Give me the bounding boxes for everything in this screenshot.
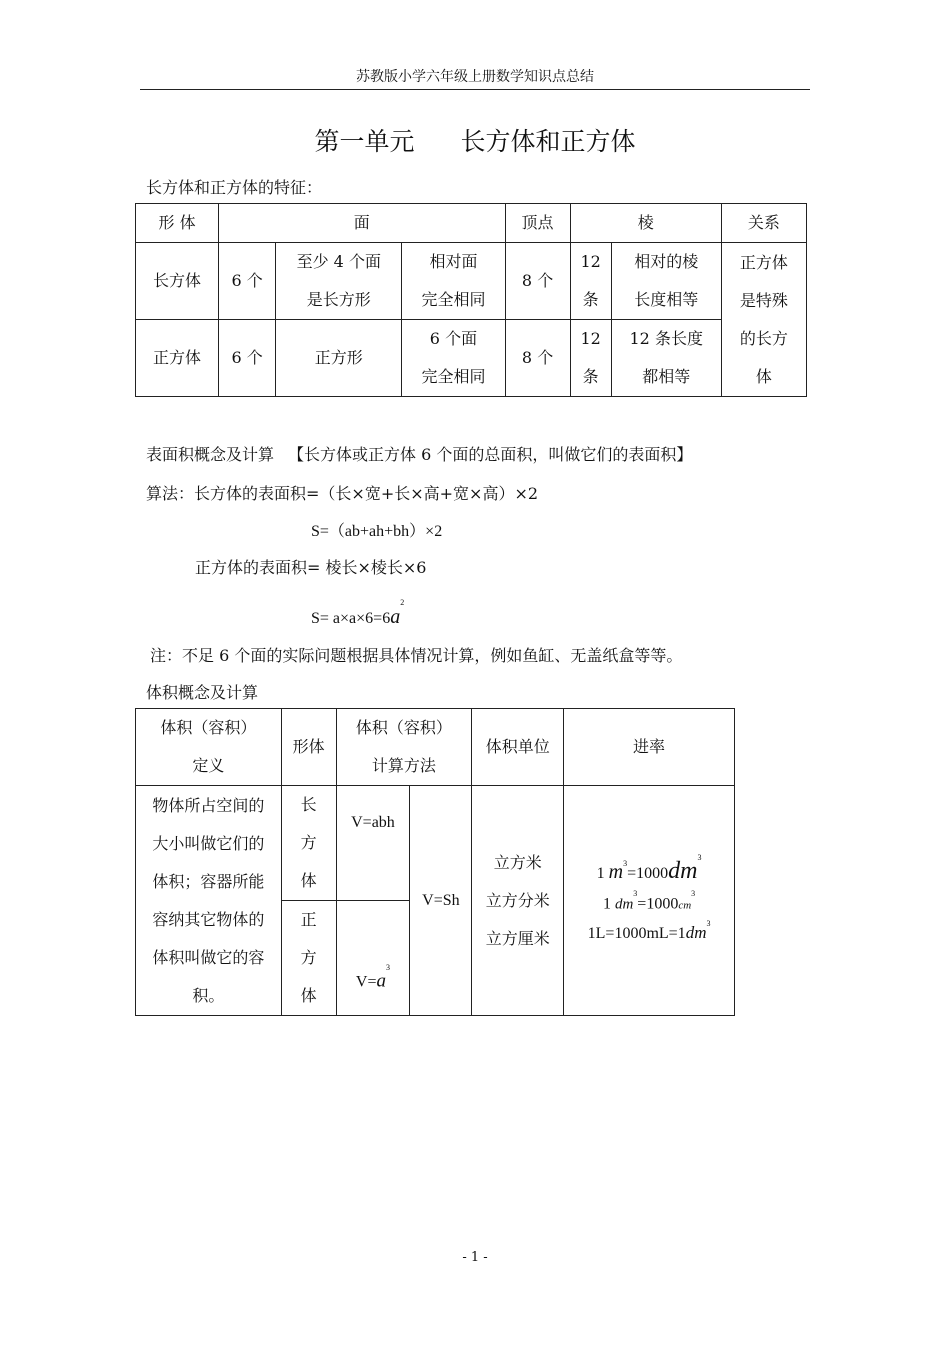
cube-edge-relation: 12 条长度 都相等 bbox=[611, 320, 721, 397]
cuboid-face-relation: 相对面 完全相同 bbox=[402, 243, 505, 320]
header-unit: 体积单位 bbox=[472, 709, 564, 786]
general-volume-formula: V=Sh bbox=[410, 786, 472, 1016]
page-number: - 1 - bbox=[462, 1250, 488, 1265]
cuboid-name: 长方体 bbox=[136, 243, 219, 320]
cube-surface-letters: $S= a\times a\times 6=6a^2$ bbox=[311, 597, 405, 628]
unit-title-part2: 长方体和正方体 bbox=[460, 127, 636, 156]
rate-row-1: 1 $m^3=1000dm^3$ bbox=[596, 852, 702, 884]
cuboid-edge-relation: 相对的棱 长度相等 bbox=[611, 243, 721, 320]
cuboid-face-shape: 至少 4 个面 是长方形 bbox=[276, 243, 402, 320]
cuboid-surface-letters: S=（ab+ah+bh）×2 bbox=[311, 523, 443, 540]
features-label: 长方体和正方体的特征： bbox=[146, 178, 323, 197]
header-edge: 棱 bbox=[570, 204, 721, 243]
table-row bbox=[136, 786, 735, 901]
cube-surface-formula: 正方体的表面积= 棱长×棱长×6 bbox=[195, 558, 427, 577]
cube-exp: 2 bbox=[400, 597, 405, 607]
cube-volume-formula: $V=a^3$ bbox=[336, 901, 410, 1016]
unit-title-part1: 第一单元 bbox=[314, 127, 415, 156]
surface-concept-label: 表面积概念及计算 bbox=[146, 445, 275, 464]
header-method: 体积（容积） 计算方法 bbox=[336, 709, 472, 786]
relation-cell: 正方体 是特殊 的长方 体 bbox=[721, 243, 806, 397]
header-divider bbox=[140, 89, 810, 90]
volume-units: 立方米 立方分米 立方厘米 bbox=[472, 786, 564, 1016]
volume-definition: 物体所占空间的 大小叫做它们的 体积；容器所能 容纳其它物体的 体积叫做它的容 积。 bbox=[136, 786, 282, 1016]
table-row bbox=[136, 243, 807, 320]
surface-method bbox=[146, 481, 538, 504]
cube-face-shape: 正方形 bbox=[276, 320, 402, 397]
header-face: 面 bbox=[219, 204, 505, 243]
cube-shape: 正 方 体 bbox=[281, 901, 336, 1016]
cuboid-edges: 12 条 bbox=[570, 243, 611, 320]
volume-rates bbox=[564, 786, 735, 1016]
unit-title bbox=[140, 122, 810, 158]
header-rate: 进率 bbox=[564, 709, 735, 786]
rate-row-3: $1L=1000mL=1dm^3$ bbox=[587, 918, 711, 943]
cube-face-relation: 6 个面 完全相同 bbox=[402, 320, 505, 397]
header-vertex: 顶点 bbox=[505, 204, 570, 243]
rate-row-2: 1 $dm^3=1000cm^3$ bbox=[602, 888, 696, 913]
header-relation: 关系 bbox=[721, 204, 806, 243]
cube-name: 正方体 bbox=[136, 320, 219, 397]
header-definition: 体积（容积） 定义 bbox=[136, 709, 282, 786]
cuboid-surface-formula: 长方体的表面积=（长×宽+长×高+宽×高）×2 bbox=[194, 484, 539, 503]
cube-var-a: a bbox=[390, 606, 401, 628]
cuboid-faces: 6 个 bbox=[219, 243, 276, 320]
cuboid-shape: 长 方 体 bbox=[281, 786, 336, 901]
header-shape: 形 体 bbox=[136, 204, 219, 243]
surface-concept bbox=[146, 442, 692, 465]
cube-edges: 12 条 bbox=[570, 320, 611, 397]
surface-note: 注：不足 6 个面的实际问题根据具体情况计算，例如鱼缸、无盖纸盒等等。 bbox=[150, 646, 683, 665]
surface-concept-def: 【长方体或正方体 6 个面的总面积，叫做它们的表面积】 bbox=[288, 445, 693, 464]
volume-concept-label: 体积概念及计算 bbox=[146, 683, 259, 702]
volume-table bbox=[135, 708, 735, 1016]
method-label: 算法： bbox=[146, 484, 195, 503]
cuboid-vertices: 8 个 bbox=[505, 243, 570, 320]
cube-vertices: 8 个 bbox=[505, 320, 570, 397]
table-row bbox=[136, 320, 807, 397]
header-shape: 形体 bbox=[281, 709, 336, 786]
page-header: 苏教版小学六年级上册数学知识点总结 bbox=[356, 69, 594, 85]
features-table bbox=[135, 203, 807, 397]
cuboid-volume-formula: V=abh bbox=[336, 786, 410, 901]
cube-faces: 6 个 bbox=[219, 320, 276, 397]
